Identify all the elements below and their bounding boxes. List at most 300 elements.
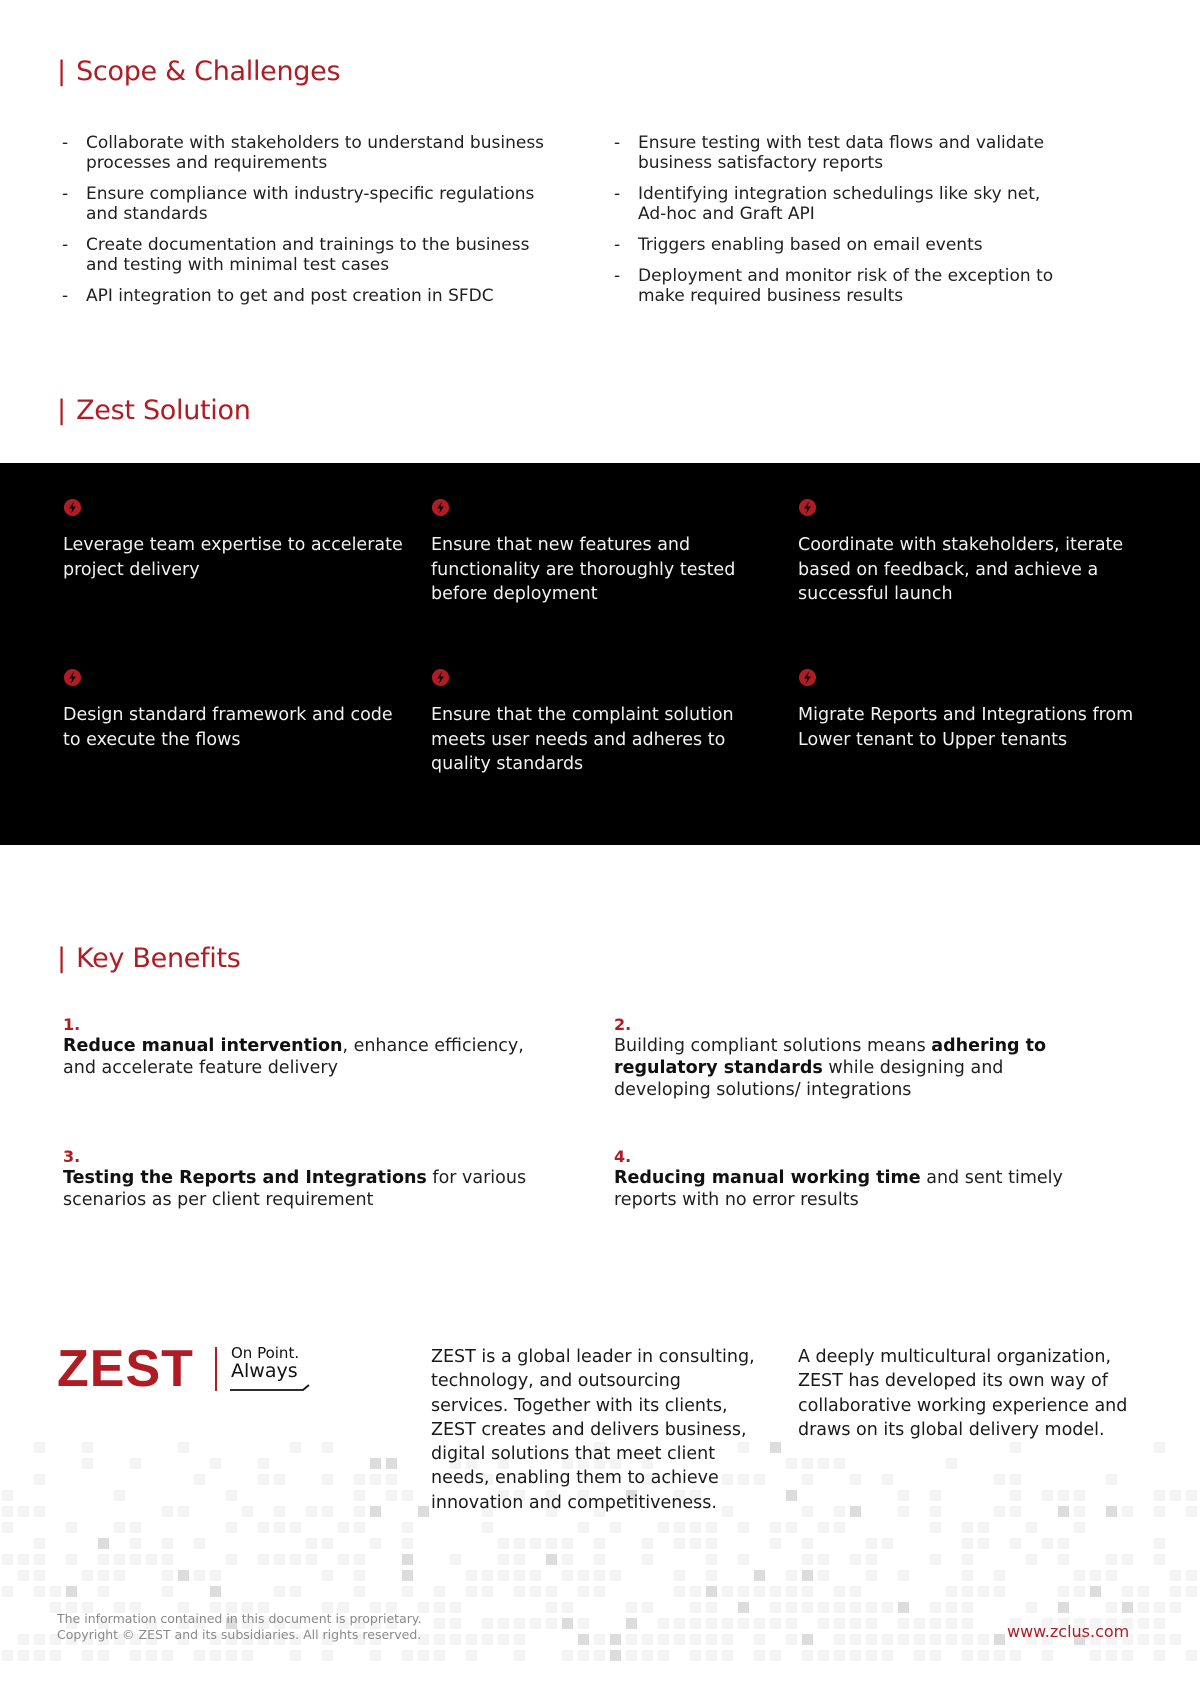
pixel-square xyxy=(898,1506,909,1517)
pixel-square xyxy=(850,1506,861,1517)
bolt-circle-icon xyxy=(798,498,817,517)
solution-item-text: Migrate Reports and Integrations from Lower tenant to Upper tenants xyxy=(798,705,1134,750)
pixel-square xyxy=(882,1538,893,1549)
pixel-square xyxy=(274,1474,285,1485)
pixel-square xyxy=(674,1586,685,1597)
benefit-text-pre: Building compliant solutions means xyxy=(614,1036,932,1056)
pixel-square xyxy=(946,1586,957,1597)
pixel-square xyxy=(706,1570,717,1581)
pixel-square xyxy=(194,1538,205,1549)
pixel-square xyxy=(210,1650,221,1661)
pixel-square xyxy=(818,1570,829,1581)
pixel-square xyxy=(850,1554,861,1565)
pixel-square xyxy=(226,1522,237,1533)
pixel-square xyxy=(562,1554,573,1565)
pixel-square xyxy=(386,1490,397,1501)
benefit-text-post: and sent timely reports with no error results xyxy=(614,1168,1063,1210)
pixel-square xyxy=(66,1586,77,1597)
solution-item xyxy=(431,668,771,777)
pixel-square xyxy=(994,1474,1005,1485)
pixel-square xyxy=(674,1538,685,1549)
pixel-square xyxy=(434,1618,445,1629)
pixel-square xyxy=(258,1458,269,1469)
pixel-square xyxy=(354,1490,365,1501)
pixel-square xyxy=(466,1586,477,1597)
heading-bar: | xyxy=(57,395,66,426)
pixel-square xyxy=(498,1538,509,1549)
pixel-square xyxy=(1186,1586,1197,1597)
pixel-square xyxy=(898,1490,909,1501)
pixel-square xyxy=(1058,1538,1069,1549)
solution-item xyxy=(798,498,1138,607)
pixel-square xyxy=(1170,1634,1181,1645)
list-item xyxy=(610,184,1070,224)
pixel-square xyxy=(786,1618,797,1629)
pixel-square xyxy=(754,1586,765,1597)
dash: - xyxy=(62,133,69,153)
list-item xyxy=(610,235,1070,255)
pixel-square xyxy=(530,1618,541,1629)
pixel-square xyxy=(770,1522,781,1533)
pixel-square xyxy=(786,1490,797,1501)
pixel-square xyxy=(962,1554,973,1565)
pixel-square xyxy=(738,1618,749,1629)
pixel-square xyxy=(594,1538,605,1549)
pixel-square xyxy=(242,1506,253,1517)
pixel-square xyxy=(450,1618,461,1629)
pixel-square xyxy=(1154,1618,1165,1629)
pixel-square xyxy=(930,1522,941,1533)
pixel-square xyxy=(754,1570,765,1581)
pixel-square xyxy=(1058,1586,1069,1597)
pixel-square xyxy=(242,1650,253,1661)
pixel-square xyxy=(818,1554,829,1565)
pixel-square xyxy=(1122,1586,1133,1597)
pixel-square xyxy=(34,1474,45,1485)
pixel-square xyxy=(834,1506,845,1517)
pixel-square xyxy=(322,1442,333,1453)
pixel-square xyxy=(82,1570,93,1581)
pixel-square xyxy=(34,1442,45,1453)
pixel-square xyxy=(642,1554,653,1565)
pixel-square xyxy=(1010,1538,1021,1549)
pixel-square xyxy=(402,1650,413,1661)
pixel-square xyxy=(1106,1474,1117,1485)
pixel-square xyxy=(546,1538,557,1549)
pixel-square xyxy=(914,1634,925,1645)
pixel-square xyxy=(434,1602,445,1613)
pixel-square xyxy=(914,1650,925,1661)
pixel-square xyxy=(578,1618,589,1629)
list-item-text: Ensure compliance with industry-specific regulations and standards xyxy=(86,184,535,224)
pixel-square xyxy=(754,1634,765,1645)
pixel-square xyxy=(978,1538,989,1549)
pixel-square xyxy=(1138,1602,1149,1613)
pixel-square xyxy=(546,1618,557,1629)
pixel-square xyxy=(1154,1650,1165,1661)
pixel-square xyxy=(802,1570,813,1581)
list-item xyxy=(610,133,1070,173)
pixel-square xyxy=(930,1602,941,1613)
pixel-square xyxy=(690,1538,701,1549)
pixel-square xyxy=(50,1650,61,1661)
pixel-square xyxy=(82,1442,93,1453)
benefit-text-bold: Reducing manual working time xyxy=(614,1168,921,1188)
pixel-square xyxy=(578,1586,589,1597)
pixel-square xyxy=(1170,1570,1181,1581)
list-item-text: Identifying integration schedulings like sky net, Ad-hoc and Graft API xyxy=(638,184,1041,224)
pixel-square xyxy=(578,1570,589,1581)
pixel-square xyxy=(802,1634,813,1645)
pixel-square xyxy=(1106,1554,1117,1565)
pixel-square xyxy=(434,1586,445,1597)
pixel-square xyxy=(994,1634,1005,1645)
pixel-square xyxy=(834,1586,845,1597)
pixel-square xyxy=(1170,1602,1181,1613)
pixel-square xyxy=(450,1554,461,1565)
pixel-square xyxy=(354,1474,365,1485)
pixel-square xyxy=(786,1586,797,1597)
pixel-square xyxy=(802,1602,813,1613)
pixel-square xyxy=(34,1570,45,1581)
pixel-square xyxy=(882,1650,893,1661)
pixel-square xyxy=(594,1570,605,1581)
pixel-square xyxy=(866,1618,877,1629)
list-item xyxy=(58,286,558,306)
pixel-square xyxy=(434,1634,445,1645)
bolt-circle-icon xyxy=(431,668,450,687)
pixel-square xyxy=(498,1570,509,1581)
pixel-square xyxy=(818,1650,829,1661)
pixel-square xyxy=(930,1554,941,1565)
pixel-square xyxy=(930,1490,941,1501)
pixel-square xyxy=(546,1554,557,1565)
pixel-square xyxy=(658,1634,669,1645)
pixel-square xyxy=(962,1570,973,1581)
pixel-square xyxy=(290,1554,301,1565)
pixel-square xyxy=(642,1634,653,1645)
pixel-square xyxy=(1010,1506,1021,1517)
pixel-square xyxy=(626,1618,637,1629)
pixel-square xyxy=(578,1522,589,1533)
pixel-square xyxy=(706,1618,717,1629)
pixel-square xyxy=(130,1650,141,1661)
pixel-square xyxy=(354,1570,365,1581)
pixel-square xyxy=(562,1538,573,1549)
list-item-text: Collaborate with stakeholders to understand business processes and requirements xyxy=(86,133,545,173)
disclaimer-line-2: Copyright © ZEST and its subsidiaries. All rights reserved. xyxy=(57,1627,422,1642)
benefit-number: 2. xyxy=(614,1015,632,1034)
pixel-square xyxy=(706,1522,717,1533)
pixel-square xyxy=(370,1506,381,1517)
pixel-square xyxy=(386,1474,397,1485)
solution-item-text: Leverage team expertise to accelerate project delivery xyxy=(63,535,403,580)
pixel-square xyxy=(562,1618,573,1629)
pixel-square xyxy=(690,1618,701,1629)
solution-item xyxy=(63,498,403,582)
pixel-square xyxy=(978,1586,989,1597)
pixel-square xyxy=(658,1522,669,1533)
pixel-square xyxy=(946,1458,957,1469)
pixel-square xyxy=(978,1634,989,1645)
pixel-square xyxy=(850,1602,861,1613)
pixel-square xyxy=(802,1538,813,1549)
dash: - xyxy=(614,184,621,204)
pixel-square xyxy=(514,1586,525,1597)
pixel-square xyxy=(1154,1442,1165,1453)
solution-item-text: Design standard framework and code to execute the flows xyxy=(63,705,393,750)
pixel-square xyxy=(514,1650,525,1661)
pixel-square xyxy=(162,1570,173,1581)
pixel-square xyxy=(1010,1442,1021,1453)
pixel-square xyxy=(610,1650,621,1661)
pixel-square xyxy=(706,1554,717,1565)
pixel-square xyxy=(482,1618,493,1629)
pixel-square xyxy=(290,1522,301,1533)
pixel-square xyxy=(770,1602,781,1613)
pixel-square xyxy=(1042,1490,1053,1501)
pixel-square xyxy=(194,1474,205,1485)
pixel-square xyxy=(354,1554,365,1565)
bolt-circle-icon xyxy=(798,668,817,687)
pixel-square xyxy=(850,1474,861,1485)
pixel-square xyxy=(290,1650,301,1661)
pixel-square xyxy=(802,1474,813,1485)
list-item xyxy=(58,133,558,173)
zest-logo xyxy=(57,1340,327,1398)
logo-underline-swoosh xyxy=(229,1384,311,1392)
pixel-square xyxy=(514,1570,525,1581)
dash: - xyxy=(614,266,621,286)
pixel-square xyxy=(162,1650,173,1661)
pixel-square xyxy=(1106,1650,1117,1661)
pixel-square xyxy=(354,1506,365,1517)
pixel-square xyxy=(274,1522,285,1533)
pixel-square xyxy=(866,1634,877,1645)
pixel-square xyxy=(898,1570,909,1581)
pixel-square xyxy=(18,1554,29,1565)
dash: - xyxy=(62,286,69,306)
solution-heading xyxy=(57,395,251,426)
pixel-square xyxy=(722,1618,733,1629)
benefit-item xyxy=(63,1147,543,1211)
pixel-square xyxy=(258,1554,269,1565)
pixel-square xyxy=(994,1506,1005,1517)
benefit-text-bold: Testing the Reports and Integrations xyxy=(63,1168,427,1188)
pixel-square xyxy=(834,1522,845,1533)
dash: - xyxy=(62,235,69,255)
pixel-square xyxy=(290,1442,301,1453)
pixel-square xyxy=(850,1634,861,1645)
pixel-square xyxy=(642,1650,653,1661)
pixel-square xyxy=(770,1650,781,1661)
list-item-text: API integration to get and post creation in SFDC xyxy=(86,286,494,306)
pixel-square xyxy=(274,1506,285,1517)
pixel-square xyxy=(386,1458,397,1469)
pixel-square xyxy=(2,1522,13,1533)
pixel-square xyxy=(210,1458,221,1469)
pixel-square xyxy=(738,1586,749,1597)
benefits-heading xyxy=(57,943,241,974)
pixel-square xyxy=(18,1634,29,1645)
pixel-square xyxy=(370,1474,381,1485)
pixel-square xyxy=(690,1522,701,1533)
pixel-square xyxy=(18,1506,29,1517)
pixel-square xyxy=(482,1634,493,1645)
pixel-square xyxy=(162,1554,173,1565)
pixel-square xyxy=(1058,1602,1069,1613)
pixel-square xyxy=(162,1538,173,1549)
website-link[interactable]: www.zclus.com xyxy=(1007,1622,1130,1641)
pixel-square xyxy=(370,1538,381,1549)
pixel-square xyxy=(290,1586,301,1597)
pixel-square xyxy=(498,1618,509,1629)
dash: - xyxy=(614,133,621,153)
pixel-square xyxy=(530,1570,541,1581)
pixel-square xyxy=(546,1602,557,1613)
pixel-square xyxy=(210,1586,221,1597)
list-item-text: Create documentation and trainings to the business and testing with minimal test cases xyxy=(86,235,530,275)
pixel-square xyxy=(530,1538,541,1549)
pixel-square xyxy=(930,1634,941,1645)
pixel-square xyxy=(322,1506,333,1517)
pixel-square xyxy=(178,1442,189,1453)
pixel-square xyxy=(930,1506,941,1517)
pixel-square xyxy=(82,1650,93,1661)
solution-item xyxy=(63,668,403,752)
benefit-number: 3. xyxy=(63,1147,81,1166)
pixel-square xyxy=(1154,1634,1165,1645)
scope-heading xyxy=(57,56,340,87)
solution-item xyxy=(431,498,771,607)
pixel-square xyxy=(946,1634,957,1645)
pixel-square xyxy=(66,1554,77,1565)
pixel-square xyxy=(34,1586,45,1597)
pixel-square xyxy=(994,1650,1005,1661)
pixel-square xyxy=(882,1634,893,1645)
pixel-square xyxy=(850,1650,861,1661)
pixel-square xyxy=(322,1538,333,1549)
pixel-square xyxy=(338,1554,349,1565)
pixel-square xyxy=(610,1570,621,1581)
pixel-square xyxy=(818,1602,829,1613)
logo-wordmark: ZEST xyxy=(57,1340,194,1398)
pixel-square xyxy=(370,1650,381,1661)
pixel-square xyxy=(706,1634,717,1645)
pixel-square xyxy=(818,1458,829,1469)
pixel-square xyxy=(978,1522,989,1533)
pixel-square xyxy=(1090,1570,1101,1581)
pixel-square xyxy=(1106,1602,1117,1613)
disclaimer xyxy=(57,1611,421,1643)
pixel-square xyxy=(2,1586,13,1597)
pixel-square xyxy=(834,1634,845,1645)
pixel-square xyxy=(674,1618,685,1629)
pixel-square xyxy=(1074,1490,1085,1501)
pixel-square xyxy=(402,1586,413,1597)
pixel-square xyxy=(610,1634,621,1645)
pixel-square xyxy=(1122,1554,1133,1565)
pixel-square xyxy=(866,1554,877,1565)
pixel-square xyxy=(930,1650,941,1661)
pixel-square xyxy=(482,1522,493,1533)
pixel-square xyxy=(34,1506,45,1517)
pixel-square xyxy=(226,1490,237,1501)
pixel-square xyxy=(626,1634,637,1645)
pixel-square xyxy=(850,1586,861,1597)
pixel-square xyxy=(898,1602,909,1613)
benefit-number: 1. xyxy=(63,1015,81,1034)
pixel-square xyxy=(114,1570,125,1581)
pixel-square xyxy=(562,1650,573,1661)
pixel-square xyxy=(626,1650,637,1661)
pixel-square xyxy=(834,1458,845,1469)
pixel-square xyxy=(962,1618,973,1629)
solution-heading-text: Zest Solution xyxy=(76,395,251,426)
pixel-square xyxy=(1138,1586,1149,1597)
pixel-square xyxy=(434,1650,445,1661)
pixel-square xyxy=(1170,1586,1181,1597)
pixel-square xyxy=(370,1458,381,1469)
pixel-square xyxy=(626,1602,637,1613)
pixel-square xyxy=(770,1442,781,1453)
pixel-square xyxy=(1154,1602,1165,1613)
list-item xyxy=(58,235,558,275)
pixel-square xyxy=(1058,1554,1069,1565)
pixel-square xyxy=(898,1634,909,1645)
bolt-circle-icon xyxy=(63,668,82,687)
pixel-square xyxy=(786,1634,797,1645)
pixel-square xyxy=(738,1522,749,1533)
pixel-square xyxy=(578,1650,589,1661)
pixel-square xyxy=(114,1522,125,1533)
pixel-square xyxy=(114,1554,125,1565)
pixel-square xyxy=(594,1586,605,1597)
pixel-square xyxy=(1010,1474,1021,1485)
pixel-square xyxy=(274,1554,285,1565)
pixel-square xyxy=(1026,1522,1037,1533)
pixel-square xyxy=(1010,1650,1021,1661)
pixel-square xyxy=(1138,1634,1149,1645)
benefit-number: 4. xyxy=(614,1147,632,1166)
pixel-square xyxy=(834,1618,845,1629)
pixel-square xyxy=(258,1522,269,1533)
pixel-square xyxy=(962,1602,973,1613)
pixel-square xyxy=(146,1650,157,1661)
benefit-text-post: while designing and developing solutions/ integrations xyxy=(614,1058,1004,1100)
pixel-square xyxy=(1042,1538,1053,1549)
solution-item-text: Coordinate with stakeholders, iterate based on feedback, and achieve a successful launch xyxy=(798,535,1124,604)
pixel-square xyxy=(2,1650,13,1661)
pixel-square xyxy=(754,1618,765,1629)
pixel-square xyxy=(466,1570,477,1581)
benefit-item xyxy=(63,1015,543,1079)
benefit-item xyxy=(614,1147,1094,1211)
list-item-text: Ensure testing with test data flows and validate business satisfactory reports xyxy=(638,133,1045,173)
pixel-square xyxy=(786,1570,797,1581)
pixel-square xyxy=(1154,1506,1165,1517)
pixel-square xyxy=(130,1538,141,1549)
pixel-square xyxy=(18,1570,29,1581)
pixel-square xyxy=(402,1490,413,1501)
pixel-square xyxy=(322,1570,333,1581)
pixel-square xyxy=(450,1602,461,1613)
pixel-square xyxy=(482,1586,493,1597)
pixel-square xyxy=(594,1650,605,1661)
pixel-square xyxy=(674,1522,685,1533)
pixel-square xyxy=(866,1570,877,1581)
pixel-square xyxy=(466,1634,477,1645)
